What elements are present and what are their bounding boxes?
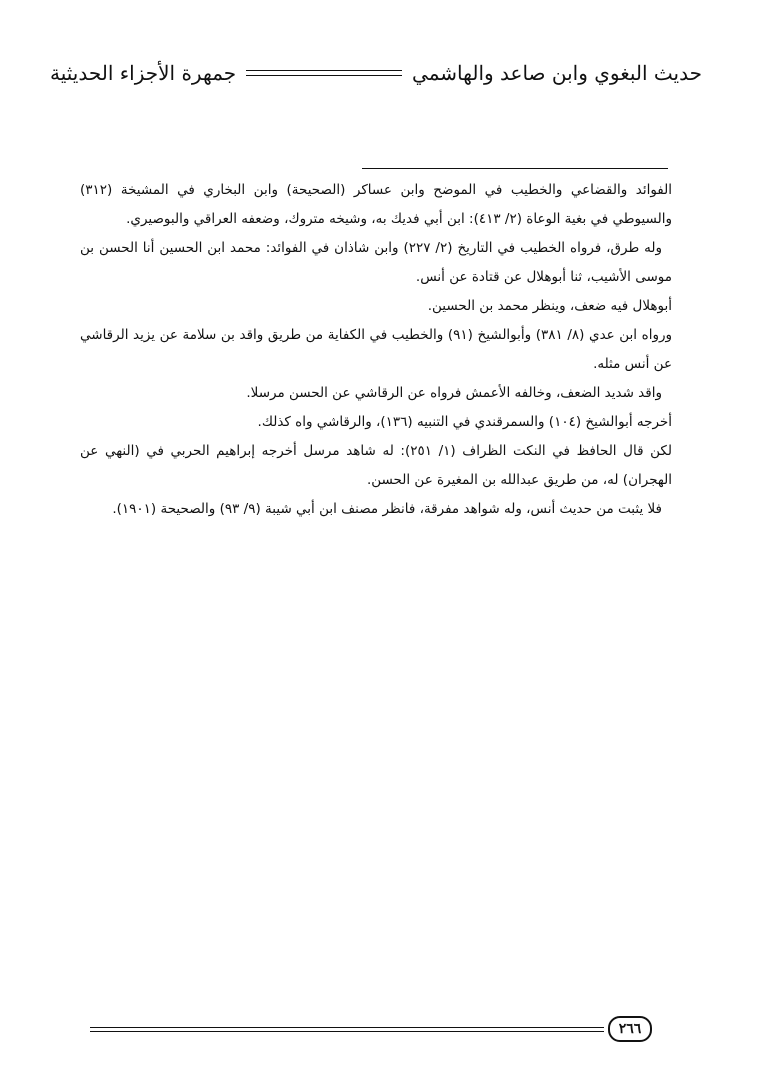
footnote-paragraph: الفوائد والقضاعي والخطيب في الموضح وابن عساكر (الصحيحة) وابن البخاري في المشيخة (٣١٢) والسيوطي في بغية الوعاة (٢/ ٤١٣): ابن أبي فديك به، وشيخه متروك، وضعفه العراقي والبوصيري. bbox=[80, 182, 672, 227]
footer-rule bbox=[90, 1024, 604, 1035]
series-title: جمهرة الأجزاء الحديثية bbox=[50, 61, 237, 85]
page-footer bbox=[90, 1014, 682, 1044]
header-rule bbox=[246, 70, 402, 76]
book-title: حديث البغوي وابن صاعد والهاشمي bbox=[412, 61, 702, 85]
footnote-paragraph: وله طرق، فرواه الخطيب في التاريخ (٢/ ٢٢٧) وابن شاذان في الفوائد: محمد ابن الحسين أنا الحسن بن موسى الأشيب، ثنا أبوهلال عن قتادة عن أنس. bbox=[80, 240, 672, 285]
footnote-paragraph: أبوهلال فيه ضعف، وينظر محمد بن الحسين. bbox=[427, 298, 672, 314]
footnote-separator bbox=[362, 168, 668, 169]
footnote-paragraph: أخرجه أبوالشيخ (١٠٤) والسمرقندي في التنبيه (١٣٦)، والرقاشي واه كذلك. bbox=[257, 414, 672, 430]
footnote-paragraph: ورواه ابن عدي (٨/ ٣٨١) وأبوالشيخ (٩١) والخطيب في الكفاية من طريق واقد بن سلامة عن يزيد الرقاشي عن أنس مثله. bbox=[80, 327, 673, 372]
footnote-paragraph: واقد شديد الضعف، وخالفه الأعمش فرواه عن الرقاشي عن الحسن مرسلا. bbox=[246, 385, 662, 401]
page-number: ٢٦٦ bbox=[608, 1016, 652, 1042]
footnote-paragraph: لكن قال الحافظ في النكت الظراف (١/ ٢٥١): له شاهد مرسل أخرجه إبراهيم الحربي في (النهي عن الهجران) له، من طريق عبدالله بن المغيرة عن الحسن. bbox=[80, 443, 672, 488]
footnote-paragraph: فلا يثبت من حديث أنس، وله شواهد مفرقة، فانظر مصنف ابن أبي شيبة (٩/ ٩٣) والصحيحة (١٩٠١). bbox=[112, 501, 662, 517]
footnotes bbox=[80, 176, 672, 524]
running-header bbox=[50, 52, 702, 94]
